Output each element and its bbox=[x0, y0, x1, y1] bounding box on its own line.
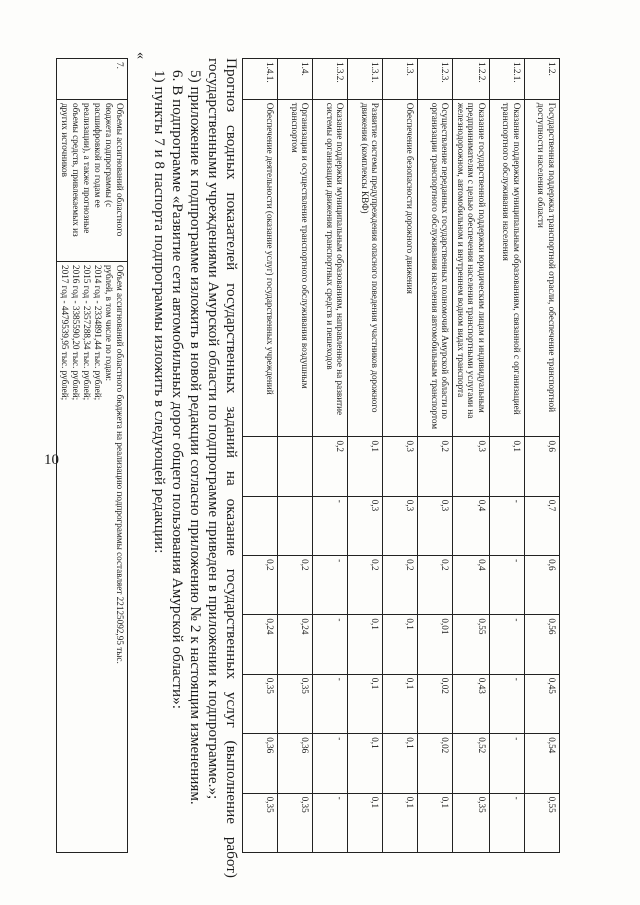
passport-line: 2014 год - 2334891,44 тыс. рублей; bbox=[92, 265, 103, 401]
passport-line: 2016 год - 3385590,20 тыс. рублей; bbox=[70, 265, 81, 401]
row-value: 0,2 bbox=[418, 437, 453, 496]
row-value: - bbox=[313, 793, 348, 852]
row-value: 0,4 bbox=[453, 496, 490, 555]
row-value: 0,1 bbox=[418, 793, 453, 852]
row-value: 0,1 bbox=[348, 437, 383, 496]
row-value: 0,2 bbox=[313, 437, 348, 496]
row-value: 0,35 bbox=[278, 793, 313, 852]
row-number: 1.2.3. bbox=[418, 59, 453, 100]
row-value: 0,3 bbox=[453, 437, 490, 496]
table-row bbox=[383, 59, 418, 853]
row-value: 0,1 bbox=[490, 437, 525, 496]
row-value: 0,35 bbox=[278, 674, 313, 733]
table-row bbox=[453, 59, 490, 853]
row-name: Обеспечение безопасности дорожного движения bbox=[383, 99, 418, 437]
row-value: 0,6 bbox=[525, 437, 560, 496]
indicators-table bbox=[242, 58, 560, 853]
row-value: 0,3 bbox=[383, 437, 418, 496]
paragraph-item-6: 6. В подпрограмме «Развитие сети автомобильных дорог общего пользования Амурской области»: bbox=[169, 70, 186, 709]
row-value: 0,2 bbox=[243, 556, 278, 615]
row-value: 0,1 bbox=[348, 793, 383, 852]
row-value: 0,01 bbox=[418, 615, 453, 674]
row-value: - bbox=[313, 556, 348, 615]
paragraph-forecast: Прогноз сводных показателей государственных заданий на оказание государственных услуг (выполнение работ) bbox=[223, 58, 240, 878]
paragraph-item-1: 1) пункты 7 и 8 паспорта подпрограммы изложить в следующей редакции: bbox=[151, 70, 168, 554]
row-value: 0,55 bbox=[453, 615, 490, 674]
opening-quote: « bbox=[133, 52, 148, 59]
row-value: - bbox=[490, 556, 525, 615]
row-value: 0,1 bbox=[383, 734, 418, 793]
row-name: Развитие системы предупреждения опасного поведения участников дорожного движения (комплексы КВФ) bbox=[348, 99, 383, 437]
row-value: - bbox=[490, 674, 525, 733]
table-row bbox=[490, 59, 525, 853]
row-value: 0,1 bbox=[383, 615, 418, 674]
row-value bbox=[243, 437, 278, 496]
row-value: 0,36 bbox=[243, 734, 278, 793]
row-value: - bbox=[313, 496, 348, 555]
row-value: 0,35 bbox=[243, 793, 278, 852]
row-number: 1.2. bbox=[525, 59, 560, 100]
row-value: 0,1 bbox=[348, 734, 383, 793]
row-value: 0,02 bbox=[418, 734, 453, 793]
row-value bbox=[278, 496, 313, 555]
row-value: - bbox=[490, 496, 525, 555]
row-name: Осуществление переданных государственных полномочий Амурской области по организации транспортного обслуживания населения автомобильным транспортом bbox=[418, 99, 453, 437]
passport-value bbox=[56, 262, 127, 853]
row-value: 0,1 bbox=[348, 615, 383, 674]
row-number: 1.4.1. bbox=[243, 59, 278, 100]
row-value: 0,2 bbox=[348, 556, 383, 615]
passport-num: 7. bbox=[56, 59, 127, 100]
row-value: - bbox=[313, 674, 348, 733]
row-value: 0,36 bbox=[278, 734, 313, 793]
row-value: 0,45 bbox=[525, 674, 560, 733]
row-value: 0,4 bbox=[453, 556, 490, 615]
row-value: - bbox=[490, 793, 525, 852]
row-value: 0,43 bbox=[453, 674, 490, 733]
row-name: Оказание поддержки муниципальным образованиям, связанной с организацией транспортного обслуживания населения bbox=[490, 99, 525, 437]
table-row bbox=[348, 59, 383, 853]
row-name: Организация и осуществление транспортного обслуживания воздушным транспортом bbox=[278, 99, 313, 437]
row-name: Государственная поддержка транспортной отрасли, обеспечение транспортной доступности населения области bbox=[525, 99, 560, 437]
row-number: 1.3.1. bbox=[348, 59, 383, 100]
passport-line: Объем ассигнований областного бюджета на реализацию подпрограммы составляет 22125092,95 тыс. bbox=[115, 265, 125, 664]
row-value: - bbox=[490, 615, 525, 674]
row-value: 0,2 bbox=[418, 556, 453, 615]
row-value: 0,54 bbox=[525, 734, 560, 793]
passport-line: 2017 год - 4479539,95 тыс. рублей; bbox=[59, 265, 70, 401]
paragraph-forecast-cont: государственными учреждениями Амурской области по подпрограмме приведен в приложении к подпрограмме.»; bbox=[205, 58, 222, 800]
passport-table bbox=[56, 58, 128, 853]
row-value: - bbox=[490, 734, 525, 793]
row-name: Оказание государственной поддержки юридическим лицам и индивидуальным предпринимателям с целью обеспечения населения транспортными услугами на железнодорожном, автомобильном и внутреннем водном видах транспорта bbox=[453, 99, 490, 437]
row-value: 0,3 bbox=[348, 496, 383, 555]
row-number: 1.2.1. bbox=[490, 59, 525, 100]
row-value bbox=[278, 437, 313, 496]
paragraph-item-5: 5) приложение к подпрограмме изложить в новой редакции согласно приложению № 2 к настоящим изменениям. bbox=[187, 70, 204, 805]
row-value: 0,2 bbox=[383, 556, 418, 615]
table-row bbox=[243, 59, 278, 853]
row-value: - bbox=[313, 615, 348, 674]
row-value: 0,24 bbox=[243, 615, 278, 674]
page-number: 10 bbox=[44, 452, 59, 468]
passport-label: Объемы ассигнований областного бюджета подпрограммы (с расшифровкой по годам ее реализации), а также прогнозные объемы средств, привлекаемых из других источников bbox=[56, 100, 127, 262]
passport-line: рублей, в том числе по годам: bbox=[103, 265, 114, 381]
row-value: - bbox=[313, 734, 348, 793]
row-value: 0,6 bbox=[525, 556, 560, 615]
row-name: Обеспечение деятельности (оказание услуг) государственных учреждений bbox=[243, 99, 278, 437]
row-value: 0,3 bbox=[383, 496, 418, 555]
row-value: 0,1 bbox=[348, 674, 383, 733]
row-number: 1.4. bbox=[278, 59, 313, 100]
rotated-page-content bbox=[59, 52, 560, 893]
row-value: 0,56 bbox=[525, 615, 560, 674]
passport-line: 2015 год - 2357288,34 тыс. рублей; bbox=[81, 265, 92, 401]
row-name: Оказание поддержки муниципальным образованиям, направленное на развитие системы организации движения транспортных средств и пешеходов bbox=[313, 99, 348, 437]
row-number: 1.2.2. bbox=[453, 59, 490, 100]
table-row bbox=[278, 59, 313, 853]
row-value: 0,52 bbox=[453, 734, 490, 793]
row-value: 0,7 bbox=[525, 496, 560, 555]
row-number: 1.3.2. bbox=[313, 59, 348, 100]
row-value: 0,35 bbox=[453, 793, 490, 852]
row-value: 0,02 bbox=[418, 674, 453, 733]
table-row bbox=[525, 59, 560, 853]
row-value: 0,24 bbox=[278, 615, 313, 674]
row-value: 0,1 bbox=[383, 793, 418, 852]
row-value: 0,55 bbox=[525, 793, 560, 852]
row-value: 0,1 bbox=[383, 674, 418, 733]
table-row bbox=[418, 59, 453, 853]
row-number: 1.3. bbox=[383, 59, 418, 100]
row-value: 0,3 bbox=[418, 496, 453, 555]
row-value bbox=[243, 496, 278, 555]
row-value: 0,2 bbox=[278, 556, 313, 615]
row-value: 0,35 bbox=[243, 674, 278, 733]
table-row bbox=[313, 59, 348, 853]
